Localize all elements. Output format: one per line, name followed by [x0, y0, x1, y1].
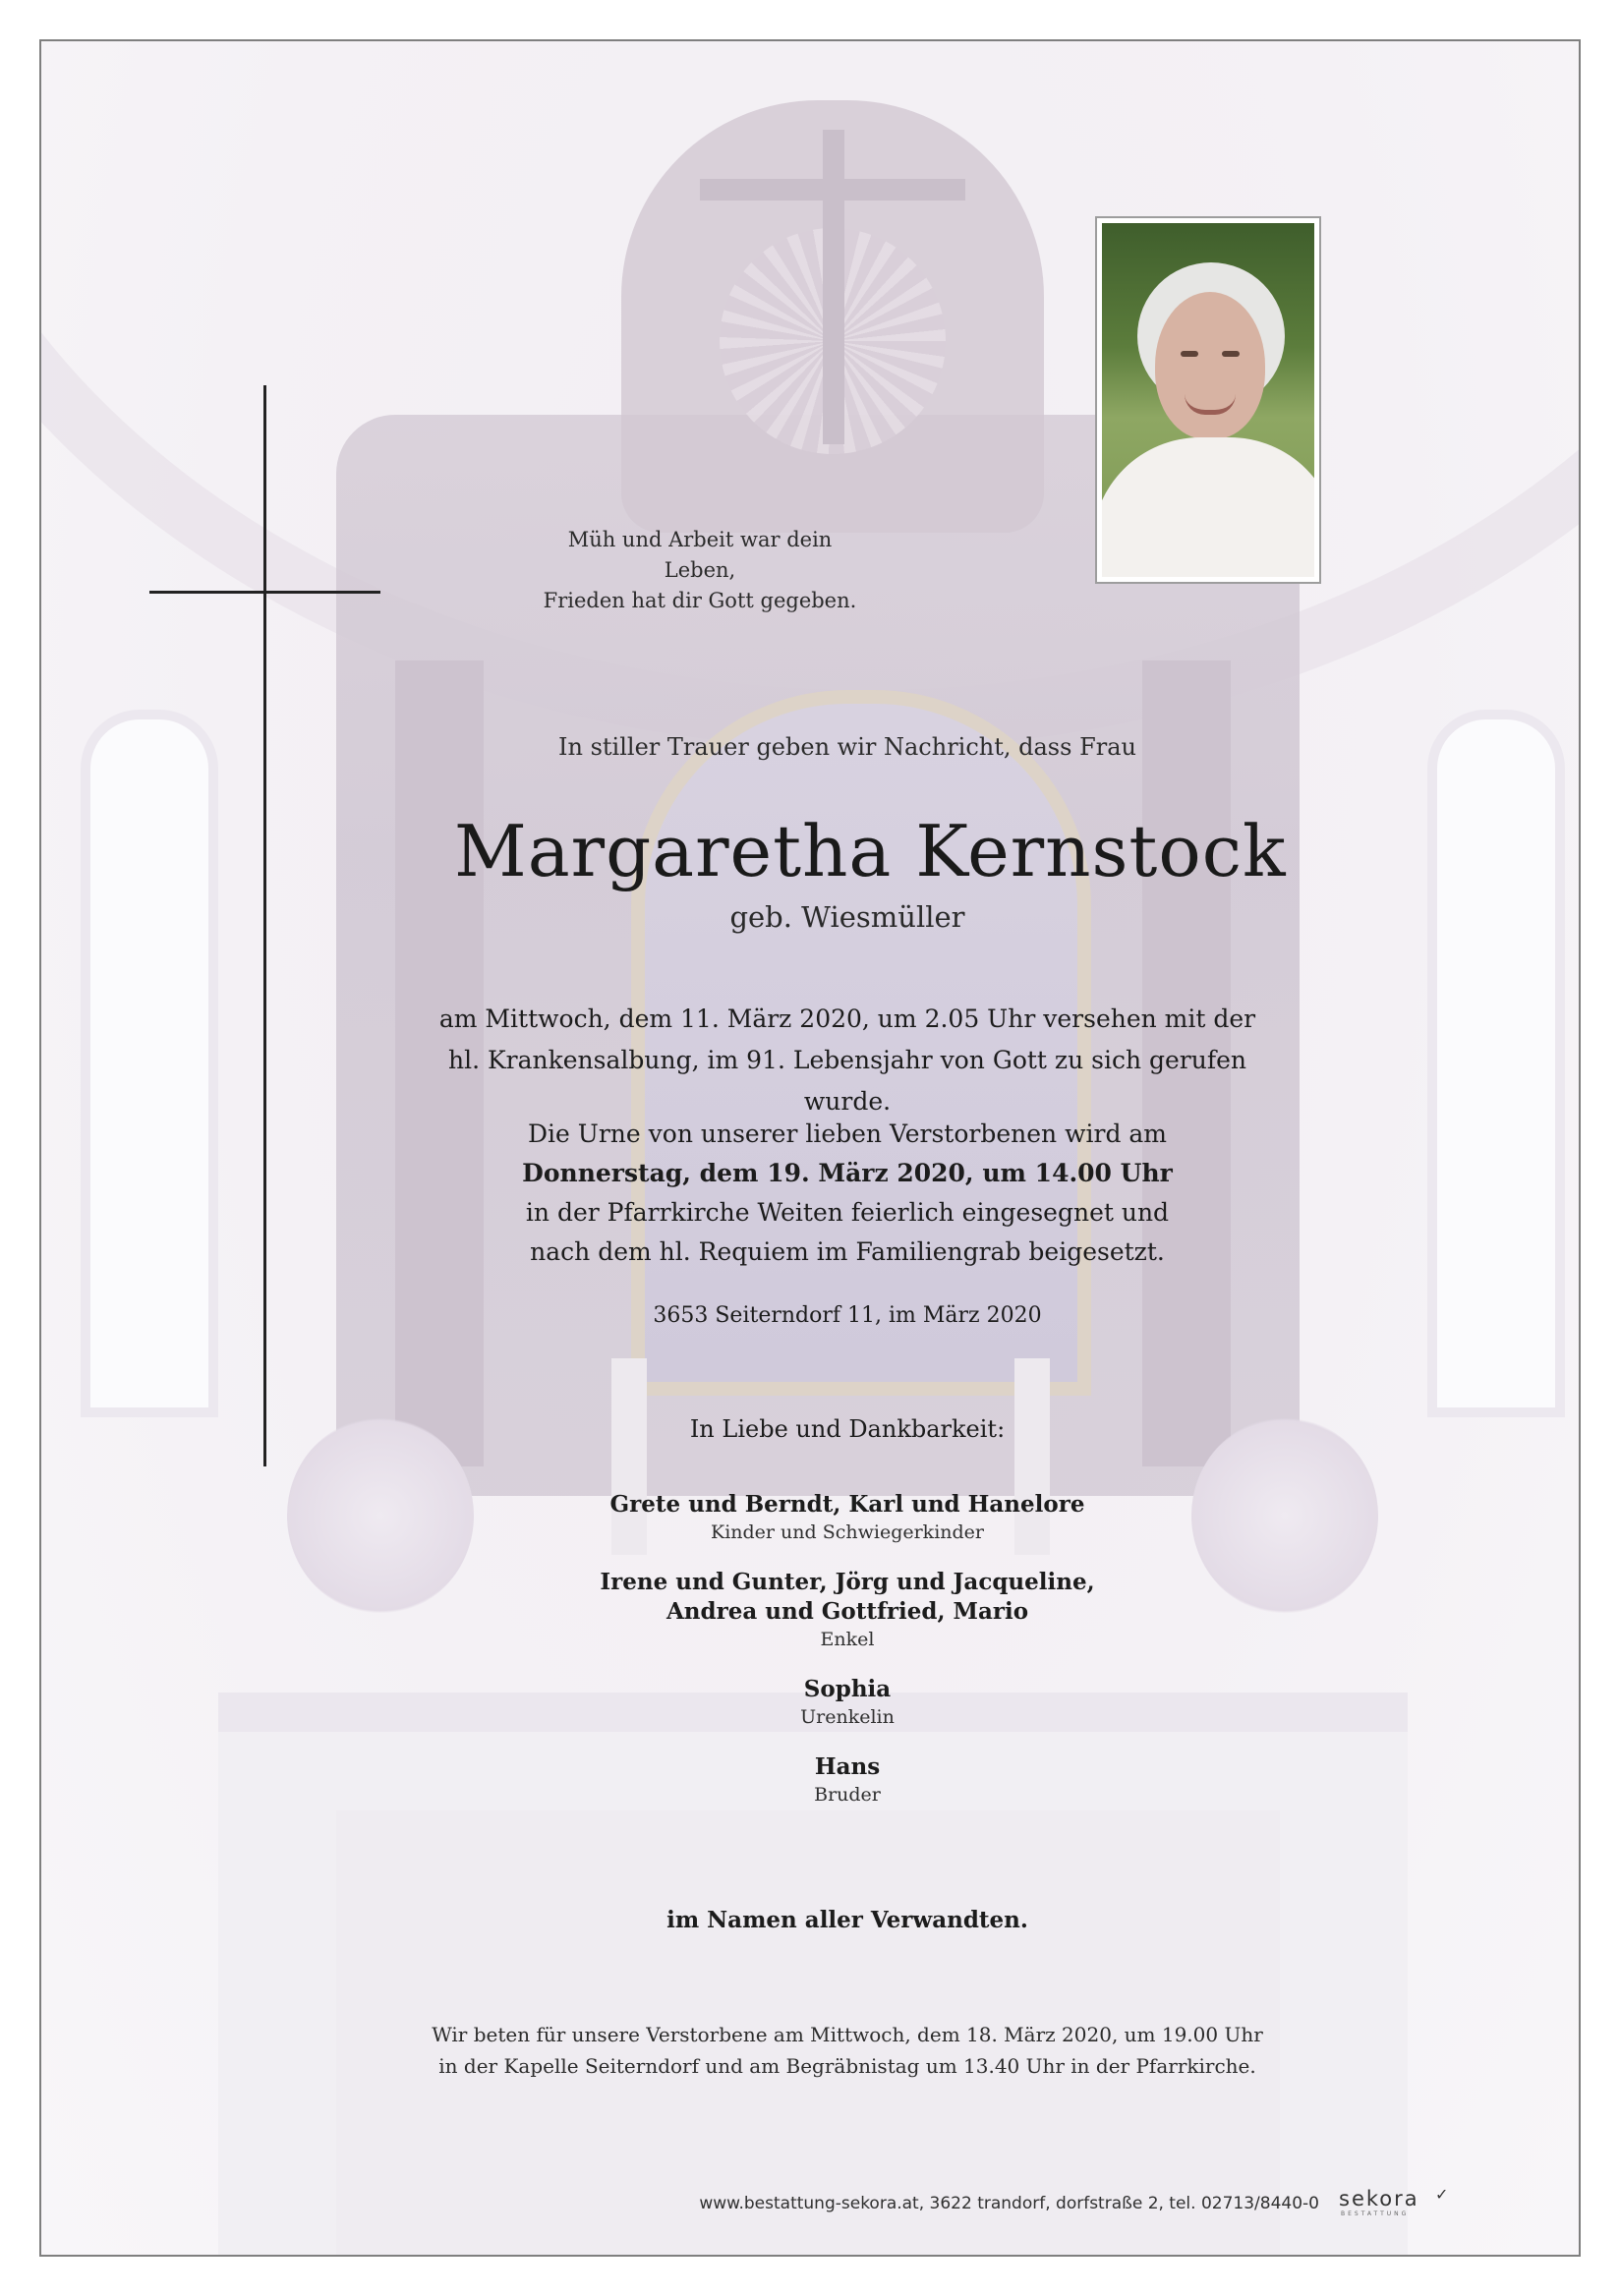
funeral-line: Die Urne von unserer lieben Verstorbenen wird am: [528, 1119, 1167, 1148]
thanks-heading: In Liebe und Dankbarkeit:: [689, 1415, 1006, 1443]
prayer-info: [395, 2019, 1300, 2082]
footer-contact: www.bestattung-sekora.at, 3622 trandorf, dorfstraße 2, tel. 02713/8440-0: [699, 2194, 1319, 2213]
obituary-page: [39, 39, 1581, 2257]
mourner-names: Andrea und Gottfried, Mario: [665, 1598, 1029, 1625]
motto-line: Müh und Arbeit war dein Leben,: [567, 528, 833, 582]
mourner-relation: Enkel: [820, 1629, 875, 1650]
mourners-list: [454, 1476, 1241, 1808]
mourner-names: Sophia: [803, 1676, 892, 1702]
logo-word: sekora: [1339, 2187, 1419, 2210]
intro-text: In stiller Trauer geben wir Nachricht, dass Frau: [558, 733, 1136, 761]
bird-icon: ✓: [1435, 2185, 1449, 2204]
death-notice: [415, 999, 1280, 1122]
sekora-logo: [1339, 2187, 1457, 2217]
funeral-line: nach dem hl. Requiem im Familiengrab beigesetzt.: [530, 1237, 1165, 1266]
all-relatives: im Namen aller Verwandten.: [666, 1907, 1028, 1933]
motto-line: Frieden hat dir Gott gegeben.: [543, 589, 857, 612]
mourner-relation: Kinder und Schwiegerkinder: [711, 1521, 984, 1543]
mourner-names: Irene und Gunter, Jörg und Jacqueline,: [600, 1569, 1095, 1595]
death-notice-line: am Mittwoch, dem 11. März 2020, um 2.05 Uhr versehen mit der: [438, 1004, 1256, 1033]
motto: [533, 525, 867, 616]
mourner-group: [454, 1568, 1241, 1653]
mourner-names: Hans: [814, 1753, 881, 1780]
maiden-name: geb. Wiesmüller: [729, 900, 965, 934]
funeral-line: in der Pfarrkirche Weiten feierlich eingesegnet und: [525, 1198, 1170, 1227]
funeral-info: [415, 1115, 1280, 1272]
logo-subtitle: BESTATTUNG: [1341, 2210, 1410, 2217]
portrait-photo: [1095, 216, 1321, 584]
prayer-line: in der Kapelle Seiterndorf und am Begräbnistag um 13.40 Uhr in der Pfarrkirche.: [438, 2054, 1256, 2078]
funeral-date: Donnerstag, dem 19. März 2020, um 14.00 Uhr: [522, 1159, 1173, 1187]
mourner-group: [454, 1490, 1241, 1546]
mourner-group: [454, 1675, 1241, 1731]
place-date: 3653 Seiterndorf 11, im März 2020: [653, 1303, 1042, 1328]
deceased-name: Margaretha Kernstock: [454, 810, 1287, 892]
prayer-line: Wir beten für unsere Verstorbene am Mittwoch, dem 18. März 2020, um 19.00 Uhr: [432, 2023, 1263, 2046]
mourner-relation: Bruder: [814, 1784, 881, 1806]
mourner-group: [454, 1752, 1241, 1808]
mourner-relation: Urenkelin: [800, 1706, 895, 1728]
mourner-names: Grete und Berndt, Karl und Hanelore: [609, 1491, 1085, 1518]
death-notice-line: hl. Krankensalbung, im 91. Lebensjahr von Gott zu sich gerufen wurde.: [447, 1046, 1246, 1116]
